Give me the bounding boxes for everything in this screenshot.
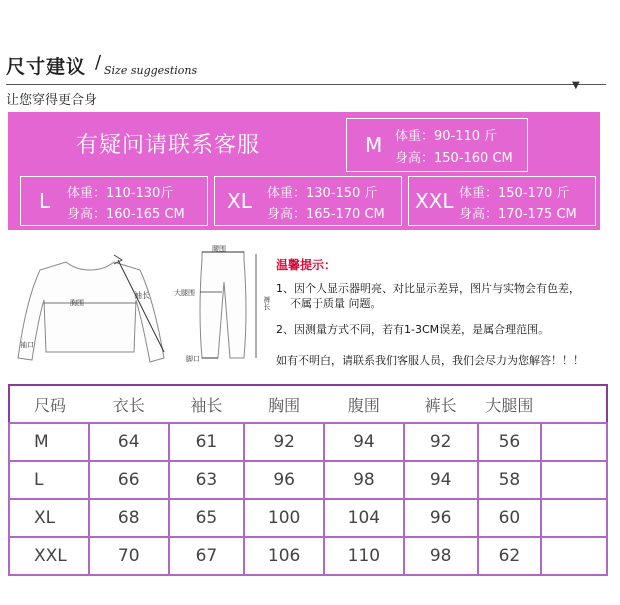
tagline: 让您穿得更合身 [6, 93, 98, 108]
table-cell: 61 [169, 423, 245, 461]
table-row [9, 537, 607, 575]
table-cell: 98 [404, 537, 478, 575]
table-row [9, 499, 607, 537]
cuff-label: 袖口 [20, 341, 34, 349]
length-label: 裤长 [263, 296, 271, 310]
table-cell: M [9, 423, 89, 461]
size-label: XL [227, 189, 252, 213]
title-separator: / [95, 52, 102, 73]
table-cell: 67 [169, 537, 245, 575]
contact-service-text: 有疑问请联系客服 [76, 133, 261, 158]
table-header-cell: 腹围 [347, 395, 380, 415]
size-label: M [365, 133, 383, 157]
table-cell: XL [9, 499, 89, 537]
size-card-xl [214, 176, 402, 226]
table-cell [541, 537, 607, 575]
page-title: 尺寸建议 [6, 56, 87, 78]
table-cell: 62 [478, 537, 542, 575]
table-header-cell [541, 385, 607, 423]
notice-title: 温馨提示： [276, 258, 337, 272]
table-cell: 100 [244, 499, 324, 537]
table-cell [541, 461, 607, 499]
table-cell: 96 [244, 461, 324, 499]
height-range: 身高：160-165 CM [67, 207, 185, 222]
table-row [9, 461, 607, 499]
table-header-cell: 胸围 [268, 395, 301, 415]
table-cell: 92 [404, 423, 478, 461]
thigh-label: 大腿围 [174, 289, 195, 297]
arrow-down-icon: ▼ [572, 80, 580, 91]
table-cell: 65 [169, 499, 245, 537]
weight-range: 体重：90-110 斤 [395, 129, 498, 144]
pants-diagram-icon [180, 242, 272, 372]
table-cell: 68 [89, 499, 169, 537]
table-row [9, 423, 607, 461]
notice-line-2: 2、因测量方式不同，若有1-3CM误差，是属合理范围。 [276, 323, 550, 336]
table-header-cell: 衣长 [112, 395, 145, 415]
waist-label: 腰围 [212, 245, 226, 253]
size-table [8, 384, 608, 576]
table-cell: 63 [169, 461, 245, 499]
table-cell: 110 [324, 537, 404, 575]
table-header-cell: 尺码 [34, 395, 67, 415]
table-cell: 58 [478, 461, 542, 499]
table-cell: 98 [324, 461, 404, 499]
table-cell: 106 [244, 537, 324, 575]
size-card-l [20, 176, 208, 226]
page-subtitle-en: Size suggestions [104, 64, 198, 77]
size-card-xxl [408, 176, 596, 226]
table-cell: 104 [324, 499, 404, 537]
chest-label: 胸围 [70, 299, 84, 307]
hem-label: 脚口 [186, 355, 200, 363]
height-range: 身高：170-175 CM [459, 207, 577, 222]
table-header-cell: 袖长 [190, 395, 223, 415]
table-cell: 94 [324, 423, 404, 461]
notice-line-1: 1、因个人显示器明亮、对比显示差异，图片与实物会有色差， [276, 282, 580, 295]
table-cell: L [9, 461, 89, 499]
notice-line-1b: 不属于质量 问题。 [290, 297, 382, 310]
size-label: XXL [415, 189, 454, 213]
weight-range: 体重：150-170 斤 [459, 186, 570, 201]
weight-range: 体重：130-150 斤 [267, 186, 378, 201]
notice-line-3: 如有不明白，请联系我们客服人员，我们会尽力为您解答！！！ [276, 354, 584, 367]
table-cell [541, 423, 607, 461]
size-label: L [39, 189, 51, 213]
table-cell: 66 [89, 461, 169, 499]
height-range: 身高：150-160 CM [395, 151, 513, 166]
table-cell: 64 [89, 423, 169, 461]
sleeve-label: 袖长 [134, 291, 150, 300]
header-divider [6, 84, 606, 85]
table-cell: 70 [89, 537, 169, 575]
weight-range: 体重：110-130斤 [67, 186, 174, 201]
table-cell [541, 499, 607, 537]
table-header-cell: 裤长 [424, 395, 457, 415]
shirt-diagram-icon [14, 240, 184, 375]
table-cell: 56 [478, 423, 542, 461]
table-cell: 96 [404, 499, 478, 537]
table-cell: 94 [404, 461, 478, 499]
table-cell: 60 [478, 499, 542, 537]
height-range: 身高：165-170 CM [267, 207, 385, 222]
table-cell: 92 [244, 423, 324, 461]
table-header-row [9, 385, 607, 423]
size-card-m [346, 118, 528, 172]
table-cell: XXL [9, 537, 89, 575]
table-header-cell: 大腿围 [485, 395, 534, 415]
